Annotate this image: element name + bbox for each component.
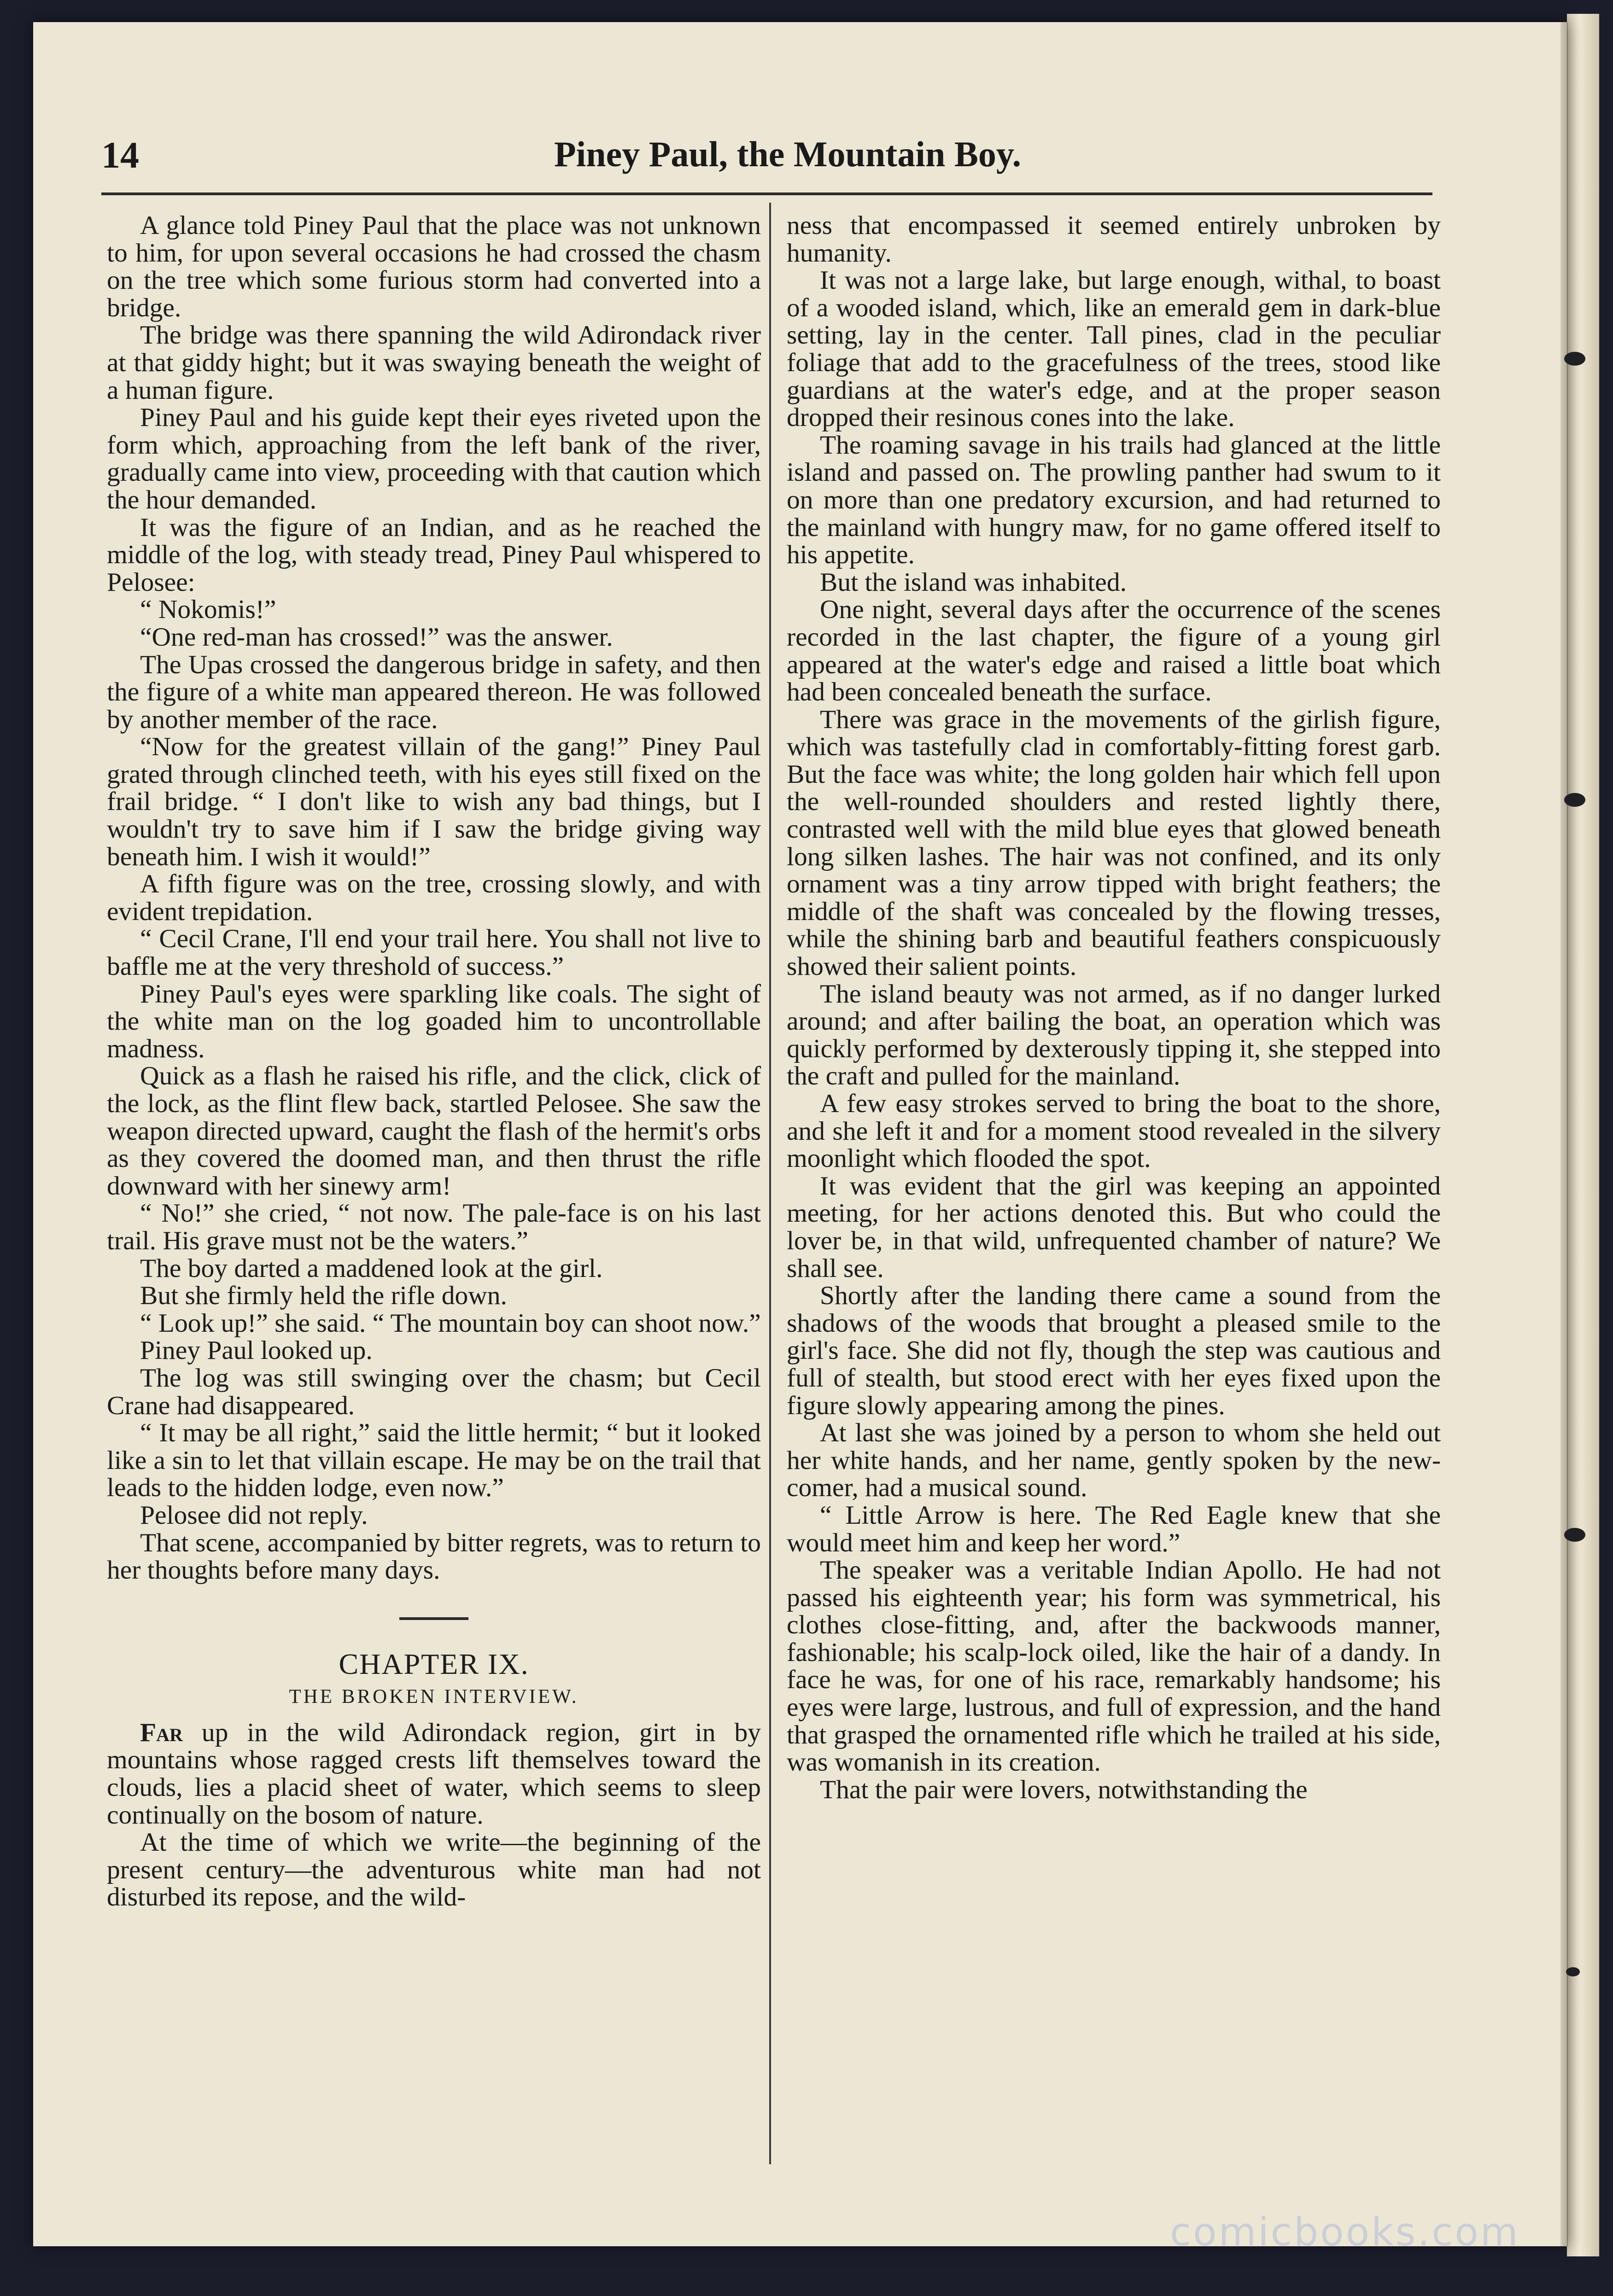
paragraph: At last she was joined by a person to whom she held out her white hands, and her name, gently spoken by the new-comer, had a musical sound. bbox=[787, 1418, 1441, 1503]
paragraph: “ No!” she cried, “ not now. The pale-face is on his last trail. His grave must not be the waters.” bbox=[107, 1199, 761, 1255]
right-column bbox=[787, 212, 1441, 1803]
paragraph: A few easy strokes served to bring the boat to the shore, and she left it and for a moment stood revealed in the silvery moonlight which flooded the spot. bbox=[787, 1089, 1441, 1173]
paragraph: The Upas crossed the dangerous bridge in safety, and then the figure of a white man appeared thereon. He was followed by another member of the race. bbox=[107, 650, 761, 734]
paragraph: The log was still swinging over the chasm; but Cecil Crane had disappeared. bbox=[107, 1363, 761, 1420]
paragraph: “ Look up!” she said. “ The mountain boy can shoot now.” bbox=[140, 1308, 761, 1338]
paragraph: But the island was inhabited. bbox=[820, 567, 1127, 597]
page-spine bbox=[1567, 14, 1599, 2256]
paragraph: Shortly after the landing there came a sound from the shadows of the woods that brought a pleased smile to the girl's face. She did not fly, though the step was cautious and full of stealth, but stood erect with her eyes fixed upon the figure slowly appearing among the pines. bbox=[787, 1281, 1441, 1420]
paragraph: Pelosee did not reply. bbox=[140, 1500, 368, 1530]
column-divider bbox=[769, 203, 771, 2164]
paragraph: The island beauty was not armed, as if no danger lurked around; and after bailing the boat, an operation which was quickly performed by dexterously tipping it, she stepped into the craft and pulled for the mainland. bbox=[787, 979, 1441, 1091]
paragraph: Piney Paul and his guide kept their eyes riveted upon the form which, approaching from the left bank of the river, gradually came into view, proceeding with that caution which the hour demanded. bbox=[107, 403, 761, 514]
staple-mark-1 bbox=[1564, 352, 1585, 366]
paragraph: A fifth figure was on the tree, crossing slowly, and with evident trepidation. bbox=[107, 869, 761, 926]
paragraph: Piney Paul's eyes were sparkling like coals. The sight of the white man on the log goaded him to uncontrollable madness. bbox=[107, 979, 761, 1063]
paragraph: “ Cecil Crane, I'll end your trail here. You shall not live to baffle me at the very threshold of success.” bbox=[107, 924, 761, 981]
header-rule bbox=[101, 192, 1432, 195]
paragraph: That scene, accompanied by bitter regrets, was to return to her thoughts before many days. bbox=[107, 1528, 761, 1585]
paragraph: The boy darted a maddened look at the girl. bbox=[140, 1253, 603, 1283]
paragraph: There was grace in the movements of the girlish figure, which was tastefully clad in comfortably-fitting forest garb. But the face was white; the long golden hair which fell upon the well-rounded shoulders and rested lightly there, contrasted well with the mild blue eyes that glowed beneath long silken lashes. The hair was not confined, and its only ornament was a tiny arrow tipped with bright feathers; the middle of the shaft was concealed by the flowing tresses, while the shining barb and beautiful feathers conspicuously showed their salient points. bbox=[787, 705, 1441, 981]
paragraph: One night, several days after the occurrence of the scenes recorded in the last chapter, the figure of a young girl appeared at the water's edge and raised a little boat which had been concealed beneath the surface. bbox=[787, 595, 1441, 707]
opening-text: up in the wild Adirondack region, girt in by mountains whose ragged crests lift themselves toward the clouds, lies a placid sheet of water, which seems to sleep continually on the bosom of nature. bbox=[107, 1718, 761, 1830]
paragraph: But she firmly held the rifle down. bbox=[140, 1281, 507, 1311]
chapter-divider-rule bbox=[399, 1617, 468, 1620]
staple-mark-3 bbox=[1564, 1528, 1585, 1542]
paragraph: “Now for the greatest villain of the gang!” Piney Paul grated through clinched teeth, with his eyes still fixed on the frail bridge. “ I don't like to wish any bad things, but I wouldn't try to save him if I saw the bridge giving way beneath him. I wish it would!” bbox=[107, 732, 761, 871]
paragraph: A glance told Piney Paul that the place was not unknown to him, for upon several occasions he had crossed the chasm on the tree which some furious storm had converted into a bridge. bbox=[107, 211, 761, 322]
staple-mark-4 bbox=[1566, 1967, 1580, 1976]
paragraph: It was evident that the girl was keeping an appointed meeting, for her actions denoted this. But who could the lover be, in that wild, unfrequented chamber of nature? We shall see. bbox=[787, 1171, 1441, 1283]
left-column bbox=[107, 212, 761, 1911]
paragraph: The roaming savage in his trails had glanced at the little island and passed on. The prowling panther had swum to it on more than one predatory excursion, and had returned to the mainland with hungry maw, for no game offered itself to his appetite. bbox=[787, 430, 1441, 570]
paragraph: “ Little Arrow is here. The Red Eagle knew that she would meet him and keep her word.” bbox=[787, 1500, 1441, 1557]
paragraph: The bridge was there spanning the wild Adirondack river at that giddy hight; but it was swaying beneath the weight of a human figure. bbox=[107, 321, 761, 405]
opening-word: Far bbox=[140, 1718, 183, 1747]
paragraph: The speaker was a veritable Indian Apollo. He had not passed his eighteenth year; his form was symmetrical, his clothes close-fitting, and, after the backwoods manner, fashionable; his scalp-lock oiled, like the hair of a dandy. In face he was, for one of his race, remarkably handsome; his eyes were large, lustrous, and full of expression, and the hand that grasped the ornamented rifle which he trailed at his side, was womanish in its creation. bbox=[787, 1556, 1441, 1777]
paragraph: That the pair were lovers, notwithstanding the bbox=[820, 1775, 1308, 1804]
chapter-opening-paragraph bbox=[107, 1719, 761, 1829]
paragraph: Piney Paul looked up. bbox=[140, 1336, 373, 1365]
paragraph: Quick as a flash he raised his rifle, and the click, click of the lock, as the flint flew back, startled Pelosee. She saw the weapon directed upward, caught the flash of the hermit's orbs as they covered the doomed man, and then thrust the rifle downward with her sinewy arm! bbox=[107, 1061, 761, 1200]
paragraph: “One red-man has crossed!” was the answer. bbox=[140, 622, 613, 652]
running-head-title: Piney Paul, the Mountain Boy. bbox=[554, 134, 1022, 174]
staple-mark-2 bbox=[1564, 793, 1585, 807]
chapter-subtitle: THE BROKEN INTERVIEW. bbox=[289, 1686, 579, 1708]
paragraph: “ It may be all right,” said the little hermit; “ but it looked like a sin to let that villain escape. He may be on the trail that leads to the hidden lodge, even now.” bbox=[107, 1418, 761, 1503]
paragraph: It was the figure of an Indian, and as he reached the middle of the log, with steady tread, Piney Paul whispered to Pelosee: bbox=[107, 513, 761, 597]
paragraph: It was not a large lake, but large enough, withal, to boast of a wooded island, which, like an emerald gem in dark-blue setting, lay in the center. Tall pines, clad in the peculiar foliage that add to the gracefulness of the trees, stood like guardians at the water's edge, and at the proper season dropped their resinous cones into the lake. bbox=[787, 266, 1441, 432]
paragraph: At the time of which we write—the beginning of the present century—the adventurous white man had not disturbed its repose, and the wild- bbox=[107, 1828, 761, 1912]
page-number: 14 bbox=[101, 134, 139, 176]
site-watermark: comicbooks.com bbox=[1170, 2209, 1520, 2255]
chapter-title: CHAPTER IX. bbox=[339, 1647, 529, 1680]
paragraph-continuation: ness that encompassed it seemed entirely unbroken by humanity. bbox=[787, 211, 1441, 268]
paragraph: “ Nokomis!” bbox=[140, 595, 276, 624]
